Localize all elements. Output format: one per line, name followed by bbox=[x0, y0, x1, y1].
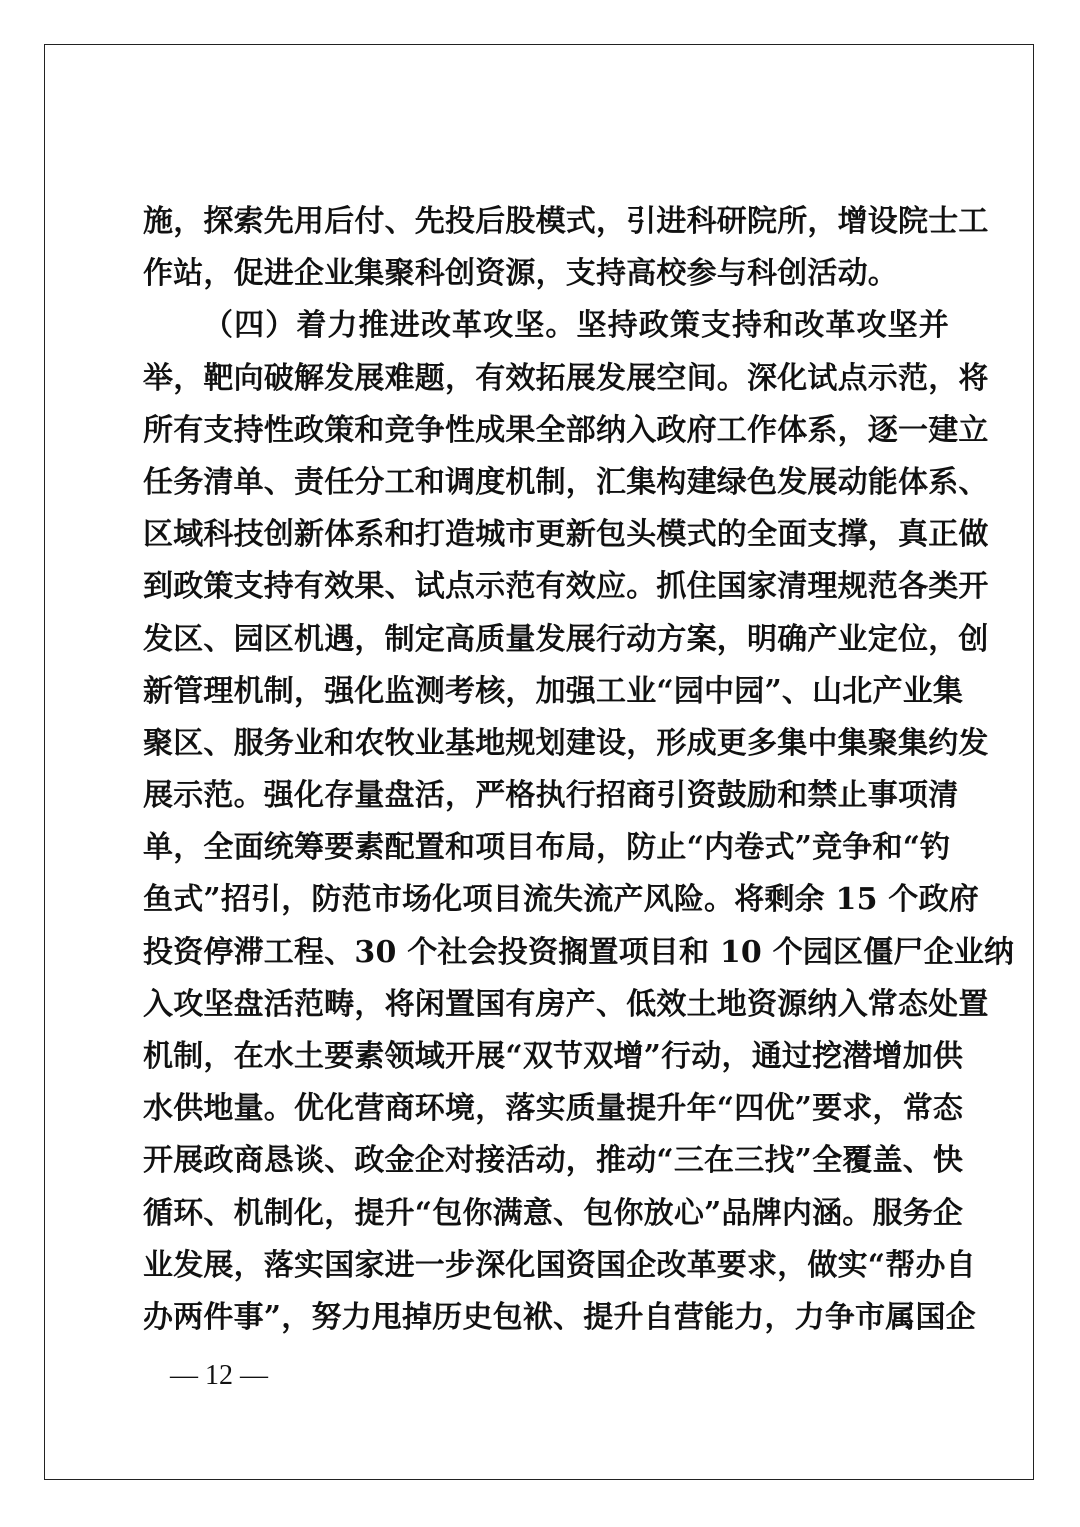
text-line: 施，探索先用后付、先投后股模式，引进科研院所，增设院士工 bbox=[143, 204, 989, 239]
text-line: 到政策支持有效果、试点示范有效应。抓住国家清理规范各类开 bbox=[143, 569, 989, 605]
text-line: 业发展，落实国家进一步深化国资国企改革要求，做实“帮办自 bbox=[143, 1247, 976, 1283]
text-line: 办两件事”，努力甩掉历史包袱、提升自营能力，力争市属国企 bbox=[143, 1299, 976, 1335]
text-line: 举，靶向破解发展难题，有效拓展发展空间。深化试点示范，将 bbox=[143, 360, 989, 396]
page-number: — 12 — bbox=[170, 1360, 268, 1391]
text-line: 所有支持性政策和竞争性成果全部纳入政府工作体系，逐一建立 bbox=[143, 412, 989, 448]
text-line: 任务清单、责任分工和调度机制，汇集构建绿色发展动能体系、 bbox=[143, 464, 989, 500]
text-line: 展示范。强化存量盘活，严格执行招商引资鼓励和禁止事项清 bbox=[143, 778, 959, 814]
text-line: 机制，在水土要素领域开展“双节双增”行动，通过挖潜增加供 bbox=[143, 1039, 964, 1074]
text-line: 鱼式”招引，防范市场化项目流失流产风险。将剩余 15 个政府 bbox=[143, 882, 979, 918]
text-line: 投资停滞工程、30 个社会投资搁置项目和 10 个园区僵尸企业纳 bbox=[143, 934, 1015, 970]
document-body bbox=[143, 196, 1015, 1344]
text-line: 作站，促进企业集聚科创资源，支持高校参与科创活动。 bbox=[143, 256, 898, 292]
text-line: 聚区、服务业和农牧业基地规划建设，形成更多集中集聚集约发 bbox=[143, 725, 989, 761]
text-line: 入攻坚盘活范畴，将闲置国有房产、低效土地资源纳入常态处置 bbox=[143, 986, 989, 1022]
text-line: 新管理机制，强化监测考核，加强工业“园中园”、山北产业集 bbox=[143, 673, 964, 709]
text-line: 单，全面统筹要素配置和项目布局，防止“内卷式”竞争和“钓 bbox=[143, 830, 951, 866]
text-line: 循环、机制化，提升“包你满意、包你放心”品牌内涵。服务企 bbox=[143, 1195, 964, 1231]
text-line: 区域科技创新体系和打造城市更新包头模式的全面支撑，真正做 bbox=[143, 517, 989, 553]
text-line: （四）着力推进改革攻坚。坚持政策支持和改革攻坚并 bbox=[203, 308, 949, 344]
text-line: 水供地量。优化营商环境，落实质量提升年“四优”要求，常态 bbox=[143, 1091, 964, 1127]
text-line: 发区、园区机遇，制定高质量发展行动方案，明确产业定位，创 bbox=[143, 621, 989, 657]
text-line: 开展政商恳谈、政金企对接活动，推动“三在三找”全覆盖、快 bbox=[143, 1143, 964, 1179]
